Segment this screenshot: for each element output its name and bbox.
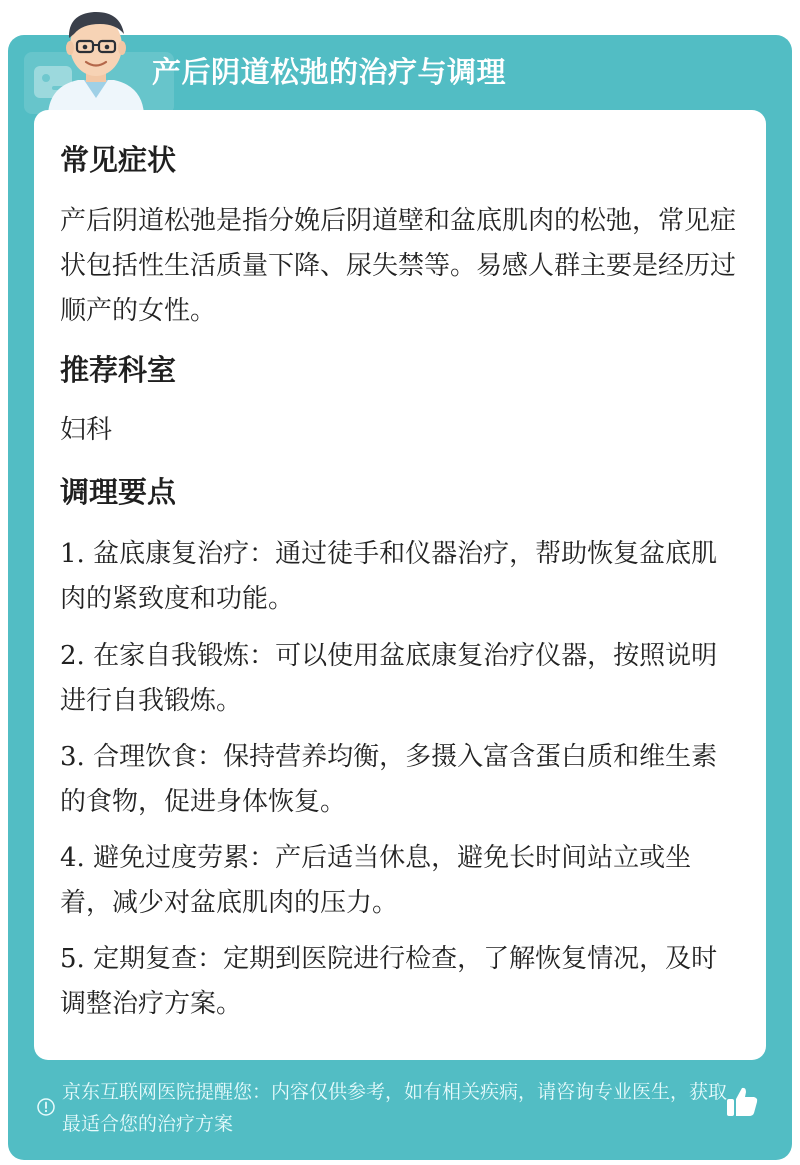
- section-title-care-points: 调理要点: [60, 475, 177, 509]
- symptoms-text: 产后阴道松弛是指分娩后阴道壁和盆底肌肉的松弛，常见症状包括性生活质量下降、尿失禁等。易感人群主要是经历过顺产的女性。: [60, 206, 737, 326]
- list-item: [60, 836, 740, 926]
- list-item-number: 2.: [60, 641, 85, 671]
- list-item-text: 盆底康复治疗：通过徒手和仪器治疗，帮助恢复盆底肌肉的紧致度和功能。: [60, 539, 718, 614]
- list-item: [60, 634, 740, 724]
- list-item: [60, 735, 740, 825]
- list-item-number: 5.: [60, 944, 85, 974]
- list-item-number: 3.: [60, 742, 85, 772]
- thumbs-up-icon[interactable]: [724, 1084, 760, 1120]
- footer-disclaimer: 京东互联网医院提醒您：内容仅供参考，如有相关疾病，请咨询专业医生，获取最适合您的治疗方案: [62, 1081, 728, 1135]
- content-card: [34, 110, 766, 1060]
- section-title-department: 推荐科室: [60, 353, 177, 387]
- info-icon: [36, 1097, 56, 1117]
- list-item: [60, 937, 740, 1027]
- list-item-text: 定期复查：定期到医院进行检查，了解恢复情况，及时调整治疗方案。: [60, 944, 718, 1019]
- department-text: 妇科: [60, 415, 113, 445]
- list-item-text: 合理饮食：保持营养均衡，多摄入富含蛋白质和维生素的食物，促进身体恢复。: [60, 742, 718, 817]
- list-item: [60, 532, 740, 622]
- list-item-text: 在家自我锻炼：可以使用盆底康复治疗仪器，按照说明进行自我锻炼。: [60, 641, 718, 716]
- section-title-symptoms: 常见症状: [60, 143, 177, 177]
- doctor-avatar: [36, 2, 156, 114]
- list-item-number: 1.: [60, 539, 85, 569]
- page-title: 产后阴道松弛的治疗与调理: [152, 55, 507, 89]
- list-item-number: 4.: [60, 843, 85, 873]
- list-item-text: 避免过度劳累：产后适当休息，避免长时间站立或坐着，减少对盆底肌肉的压力。: [60, 843, 692, 918]
